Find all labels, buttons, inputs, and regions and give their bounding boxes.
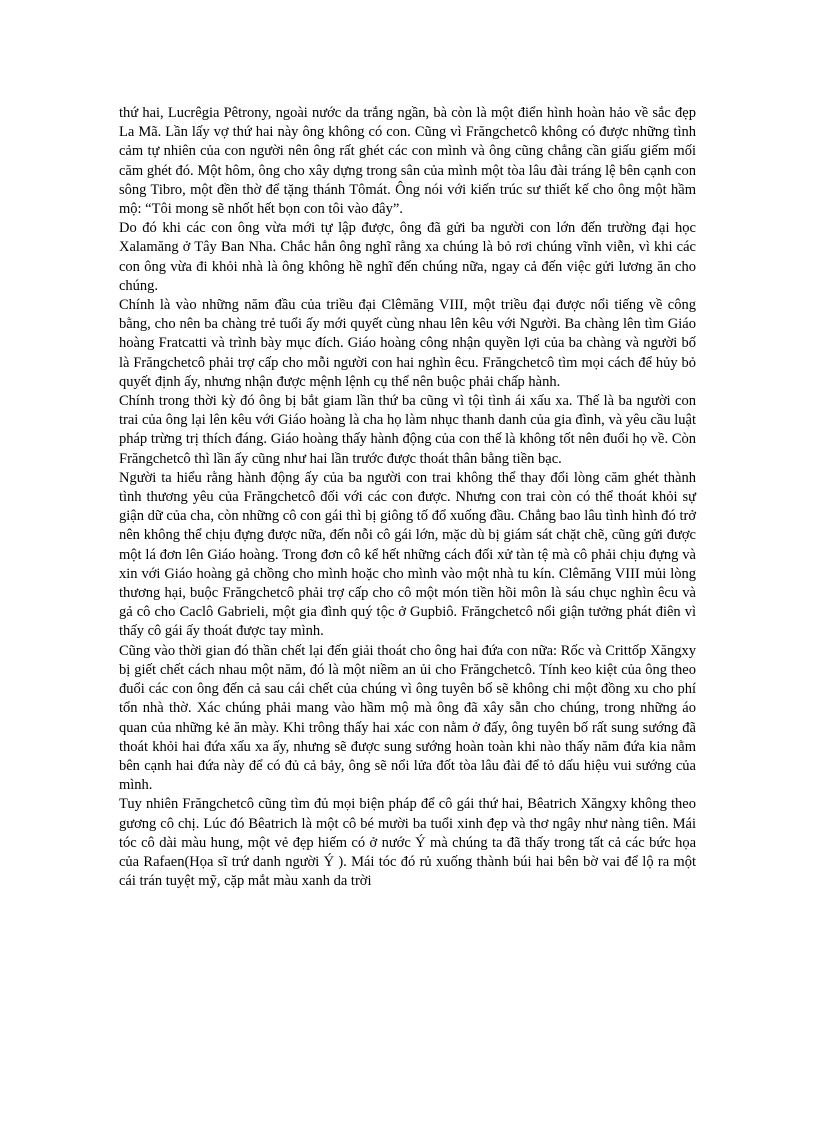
paragraph-1: thứ hai, Lucrêgia Pêtrony, ngoài nước da trắng ngần, bà còn là một điển hình hoàn hảo về sắc đẹp La Mã. Lần lấy vợ thứ hai này ông không có con. Cũng vì Frăngchetcô không có được những tình cảm tự nhiên của con người nên ông rất ghét các con mình và ông cũng chẳng cần giấu giếm mối căm ghét đó. Một hôm, ông cho xây dựng trong sân của mình một tòa lâu đài tráng lệ bên cạnh con sông Tibro, một đền thờ để tặng thánh Tômát. Ông nói với kiến trúc sư thiết kế cho ông một hầm mộ: “Tôi mong sẽ nhốt hết bọn con tôi vào đây”. bbox=[119, 105, 696, 218]
paragraph-6: Cũng vào thời gian đó thần chết lại đến giải thoát cho ông hai đứa con nữa: Rốc và Crittốp Xăngxy bị giết chết cách nhau một năm, đó là một niềm an ủi cho Frăngchetcô. Tính keo kiệt của ông theo đuổi các con ông đến cả sau cái chết của chúng vì ông tuyên bố sẽ không chi một đồng xu cho phí tổn nhà thờ. Xác chúng phải mang vào hầm mộ mà ông đã xây sẵn cho chúng, trong những áo quan của những kẻ ăn mày. Khi trông thấy hai xác con nằm ở đấy, ông tuyên bố rất sung sướng đã thoát khỏi hai đứa xấu xa ấy, nhưng sẽ được sung sướng hoàn toàn khi nào thấy năm đứa kia nằm bên cạnh hai đứa này để có đủ cả bảy, ông sẽ nổi lửa đốt tòa lâu đài để tỏ dấu hiệu vui sướng của mình. bbox=[119, 642, 696, 794]
paragraph-3: Chính là vào những năm đầu của triều đại Clêmăng VIII, một triều đại được nổi tiếng về công bằng, cho nên ba chàng trẻ tuổi ấy mới quyết cùng nhau lên kêu với Người. Ba chàng lên tìm Giáo hoàng Fratcatti và trình bày mục đích. Giáo hoàng công nhận quyền lợi của ba chàng và người bố là Frăngchetcô phải trợ cấp cho mỗi người con hai nghìn êcu. Frăngchetcô tìm mọi cách để hủy bỏ quyết định ấy, nhưng nhận được mệnh lệnh cụ thể nên buộc phải chấp hành. bbox=[119, 297, 696, 390]
paragraph-2: Do đó khi các con ông vừa mới tự lập được, ông đã gửi ba người con lớn đến trường đại học Xalamăng ở Tây Ban Nha. Chắc hẳn ông nghĩ rằng xa chúng là bỏ rơi chúng vĩnh viễn, vì khi các con ông vừa đi khỏi nhà là ông không hề nghĩ đến chúng nữa, ngay cả đến việc gửi lương ăn cho chúng. bbox=[119, 220, 696, 294]
document-page bbox=[119, 104, 696, 891]
paragraph-7: Tuy nhiên Frăngchetcô cũng tìm đủ mọi biện pháp để cô gái thứ hai, Bêatrich Xăngxy không theo gương cô chị. Lúc đó Bêatrich là một cô bé mười ba tuổi xinh đẹp và thơ ngây như nàng tiên. Mái tóc cô dài màu hung, một vẻ đẹp hiếm có ở nước Ý mà chúng ta đã thấy trong tất cả các bức họa của Rafaen(Họa sĩ trứ danh người Ý ). Mái tóc đó rủ xuống thành búi hai bên bờ vai để lộ ra một cái trán tuyệt mỹ, cặp mắt màu xanh da trời bbox=[119, 796, 696, 890]
paragraph-4: Chính trong thời kỳ đó ông bị bắt giam lần thứ ba cũng vì tội tình ái xấu xa. Thế là ba người con trai của ông lại lên kêu với Giáo hoàng là cha họ làm nhục thanh danh của gia đình, và yêu cầu luật pháp trừng trị thích đáng. Giáo hoàng thấy hành động của con thế là không tốt nên đuổi họ về. Còn Frăngchetcô thì lần ấy cũng như hai lần trước được thoát thân bằng tiền bạc. bbox=[119, 393, 696, 467]
paragraph-5: Người ta hiểu rằng hành động ấy của ba người con trai không thể thay đổi lòng căm ghét thành tình thương yêu của Frăngchetcô đối với các con được. Nhưng con trai còn có thể thoát khỏi sự giận dữ của cha, còn những cô con gái thì bị giông tố đổ xuống đầu. Chẳng bao lâu tình hình đó trở nên không thể chịu đựng được nữa, đến nỗi cô gái lớn, mặc dù bị giám sát chặt chẽ, cũng gửi được một lá đơn lên Giáo hoàng. Trong đơn cô kể hết những cách đối xử tàn tệ mà cô phải chịu đựng và xin với Giáo hoàng gả chồng cho mình hoặc cho mình vào một nhà tu kín. Clêmăng VIII mủi lòng thương hại, buộc Frăngchetcô phải trợ cấp cho cô một món tiền hồi môn là sáu chục nghìn êcu và gả cô cho Caclô Gabrieli, một gia đình quý tộc ở Gupbiô. Frăngchetcô nổi giận tưởng phát điên vì thấy cô gái ấy thoát được tay mình. bbox=[119, 469, 696, 640]
